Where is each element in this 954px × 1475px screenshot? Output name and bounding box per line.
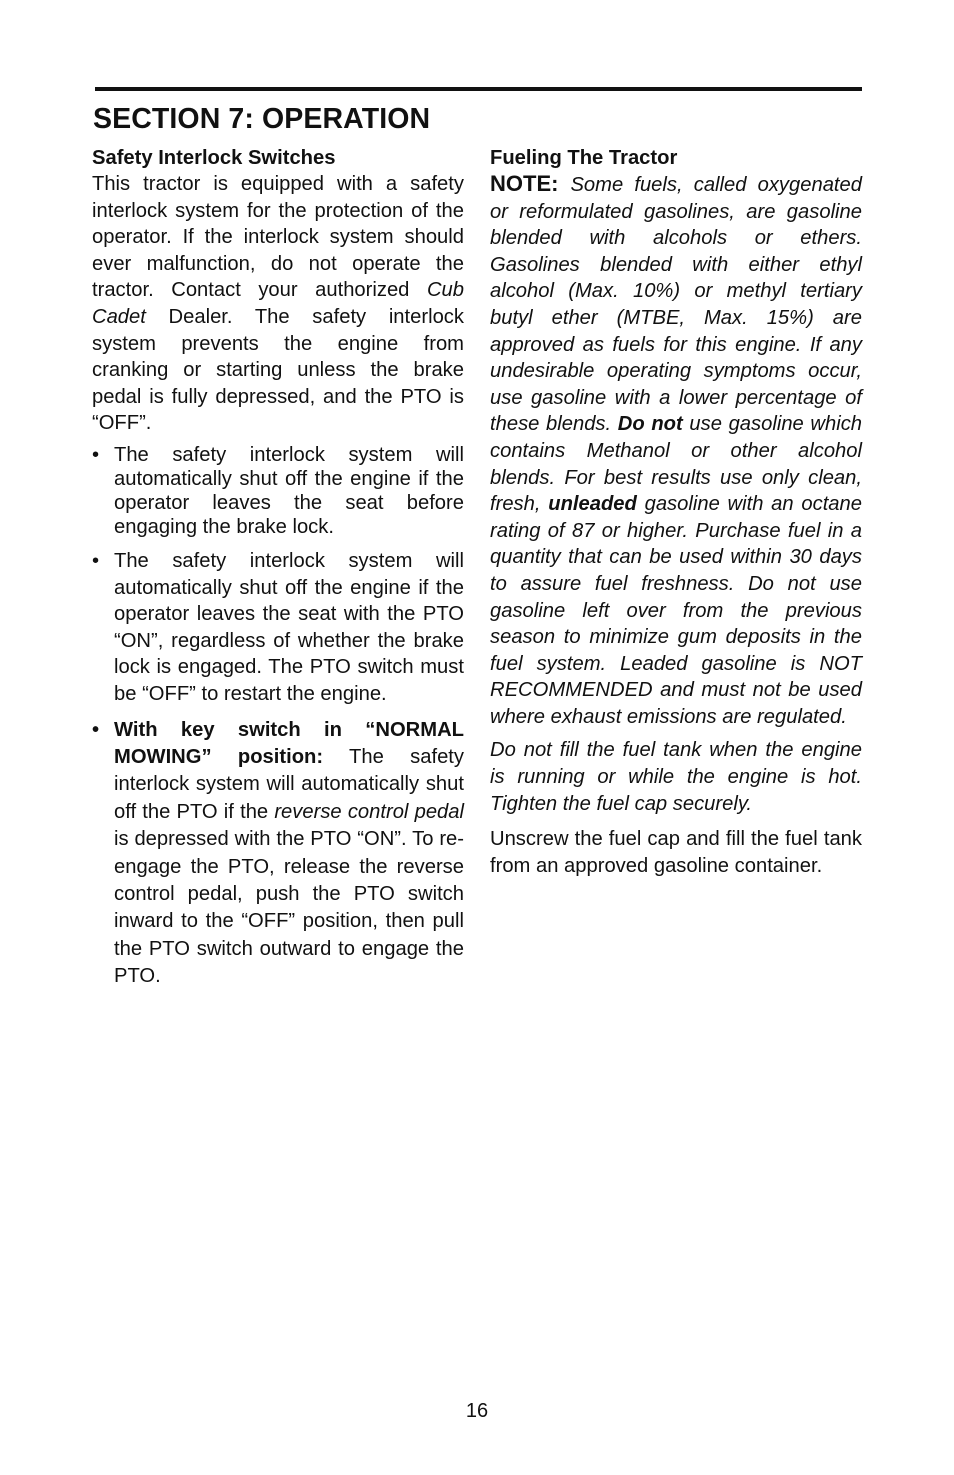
note-text-1: Some fuels, called oxygenated or reformulated gasolines, are gasoline blended with alcohols or ethers. Gasolines blended with either ethyl alcohol (Max. 10%) or methyl tertiary butyl ether (MTBE, Max. 15%) are approved as fuels for this engine. If any undesirable operating symptoms occur, use gasoline with a lower percentage of these blends. [490, 174, 862, 436]
list-item [92, 443, 464, 539]
bullet-text: The safety interlock system will automatically shut off the engine if the operator leaves the seat before engaging the brake lock. [114, 443, 464, 538]
note-text-2: use gasoline which contains Methanol or other alcohol blends. For best results use only clean, fresh, [490, 413, 863, 516]
list-item [92, 717, 464, 991]
bullet-text-1: The safety interlock system will automatically shut off the PTO if the [114, 745, 464, 823]
reverse-control-pedal-term: reverse control pedal [274, 800, 464, 823]
note-text-3: gasoline with an octane rating of 87 or higher. Purchase fuel in a quantity that can be used within 30 days to assure fuel freshness. Do not use gasoline left over from the previous season to minimize gum deposits in the fuel system. Leaded gasoline is NOT RECOMMENDED and must not be used where exhaust emissions are regulated. [490, 493, 862, 728]
bullet-text: The safety interlock system will automatically shut off the engine if the operator leaves the seat with the PTO “ON”, regardless of whether the brake lock is engaged. The PTO switch must be “OFF” to restart the engine. [114, 549, 464, 705]
safety-interlock-intro [92, 171, 464, 437]
fuel-warning: Do not fill the fuel tank when the engine is running or while the engine is hot. Tighten the fuel cap securely. [490, 739, 862, 815]
intro-text-2: Dealer. The safety interlock system prevents the engine from cranking or starting unless the brake pedal is fully depressed, and the PTO is “OFF”. [92, 305, 464, 435]
bullet-text-2: is depressed with the PTO “ON”. To re-engage the PTO, release the reverse control pedal, push the PTO switch inward to the “OFF” position, then pull the PTO switch outward to engage the PTO. [114, 828, 464, 988]
page-number: 16 [465, 1400, 489, 1422]
fuel-note [490, 171, 862, 730]
bullet-icon: • [92, 549, 100, 572]
list-item [92, 548, 464, 708]
note-label: NOTE: [490, 171, 559, 196]
bullet-lead: With key switch in “NORMAL MOWING” position: [114, 718, 464, 768]
bullet-icon: • [92, 718, 100, 741]
left-column [92, 145, 464, 991]
brand-name: Cub Cadet [92, 279, 464, 328]
bullet-icon: • [92, 443, 100, 466]
intro-text-1: This tractor is equipped with a safety interlock system for the protection of the operator. If the interlock system should ever malfunction, do not operate the tractor. Contact your authorized [92, 173, 464, 302]
section-title: SECTION 7: OPERATION [93, 103, 431, 135]
interlock-bullet-list [92, 443, 464, 991]
right-column [490, 145, 862, 879]
do-not-emphasis: Do not [617, 413, 683, 436]
top-rule [95, 87, 862, 91]
safety-interlock-heading: Safety Interlock Switches [92, 147, 336, 169]
fuel-instruction: Unscrew the fuel cap and fill the fuel tank from an approved gasoline container. [490, 828, 862, 877]
unleaded-emphasis: unleaded [548, 493, 637, 516]
fueling-heading: Fueling The Tractor [490, 147, 678, 169]
